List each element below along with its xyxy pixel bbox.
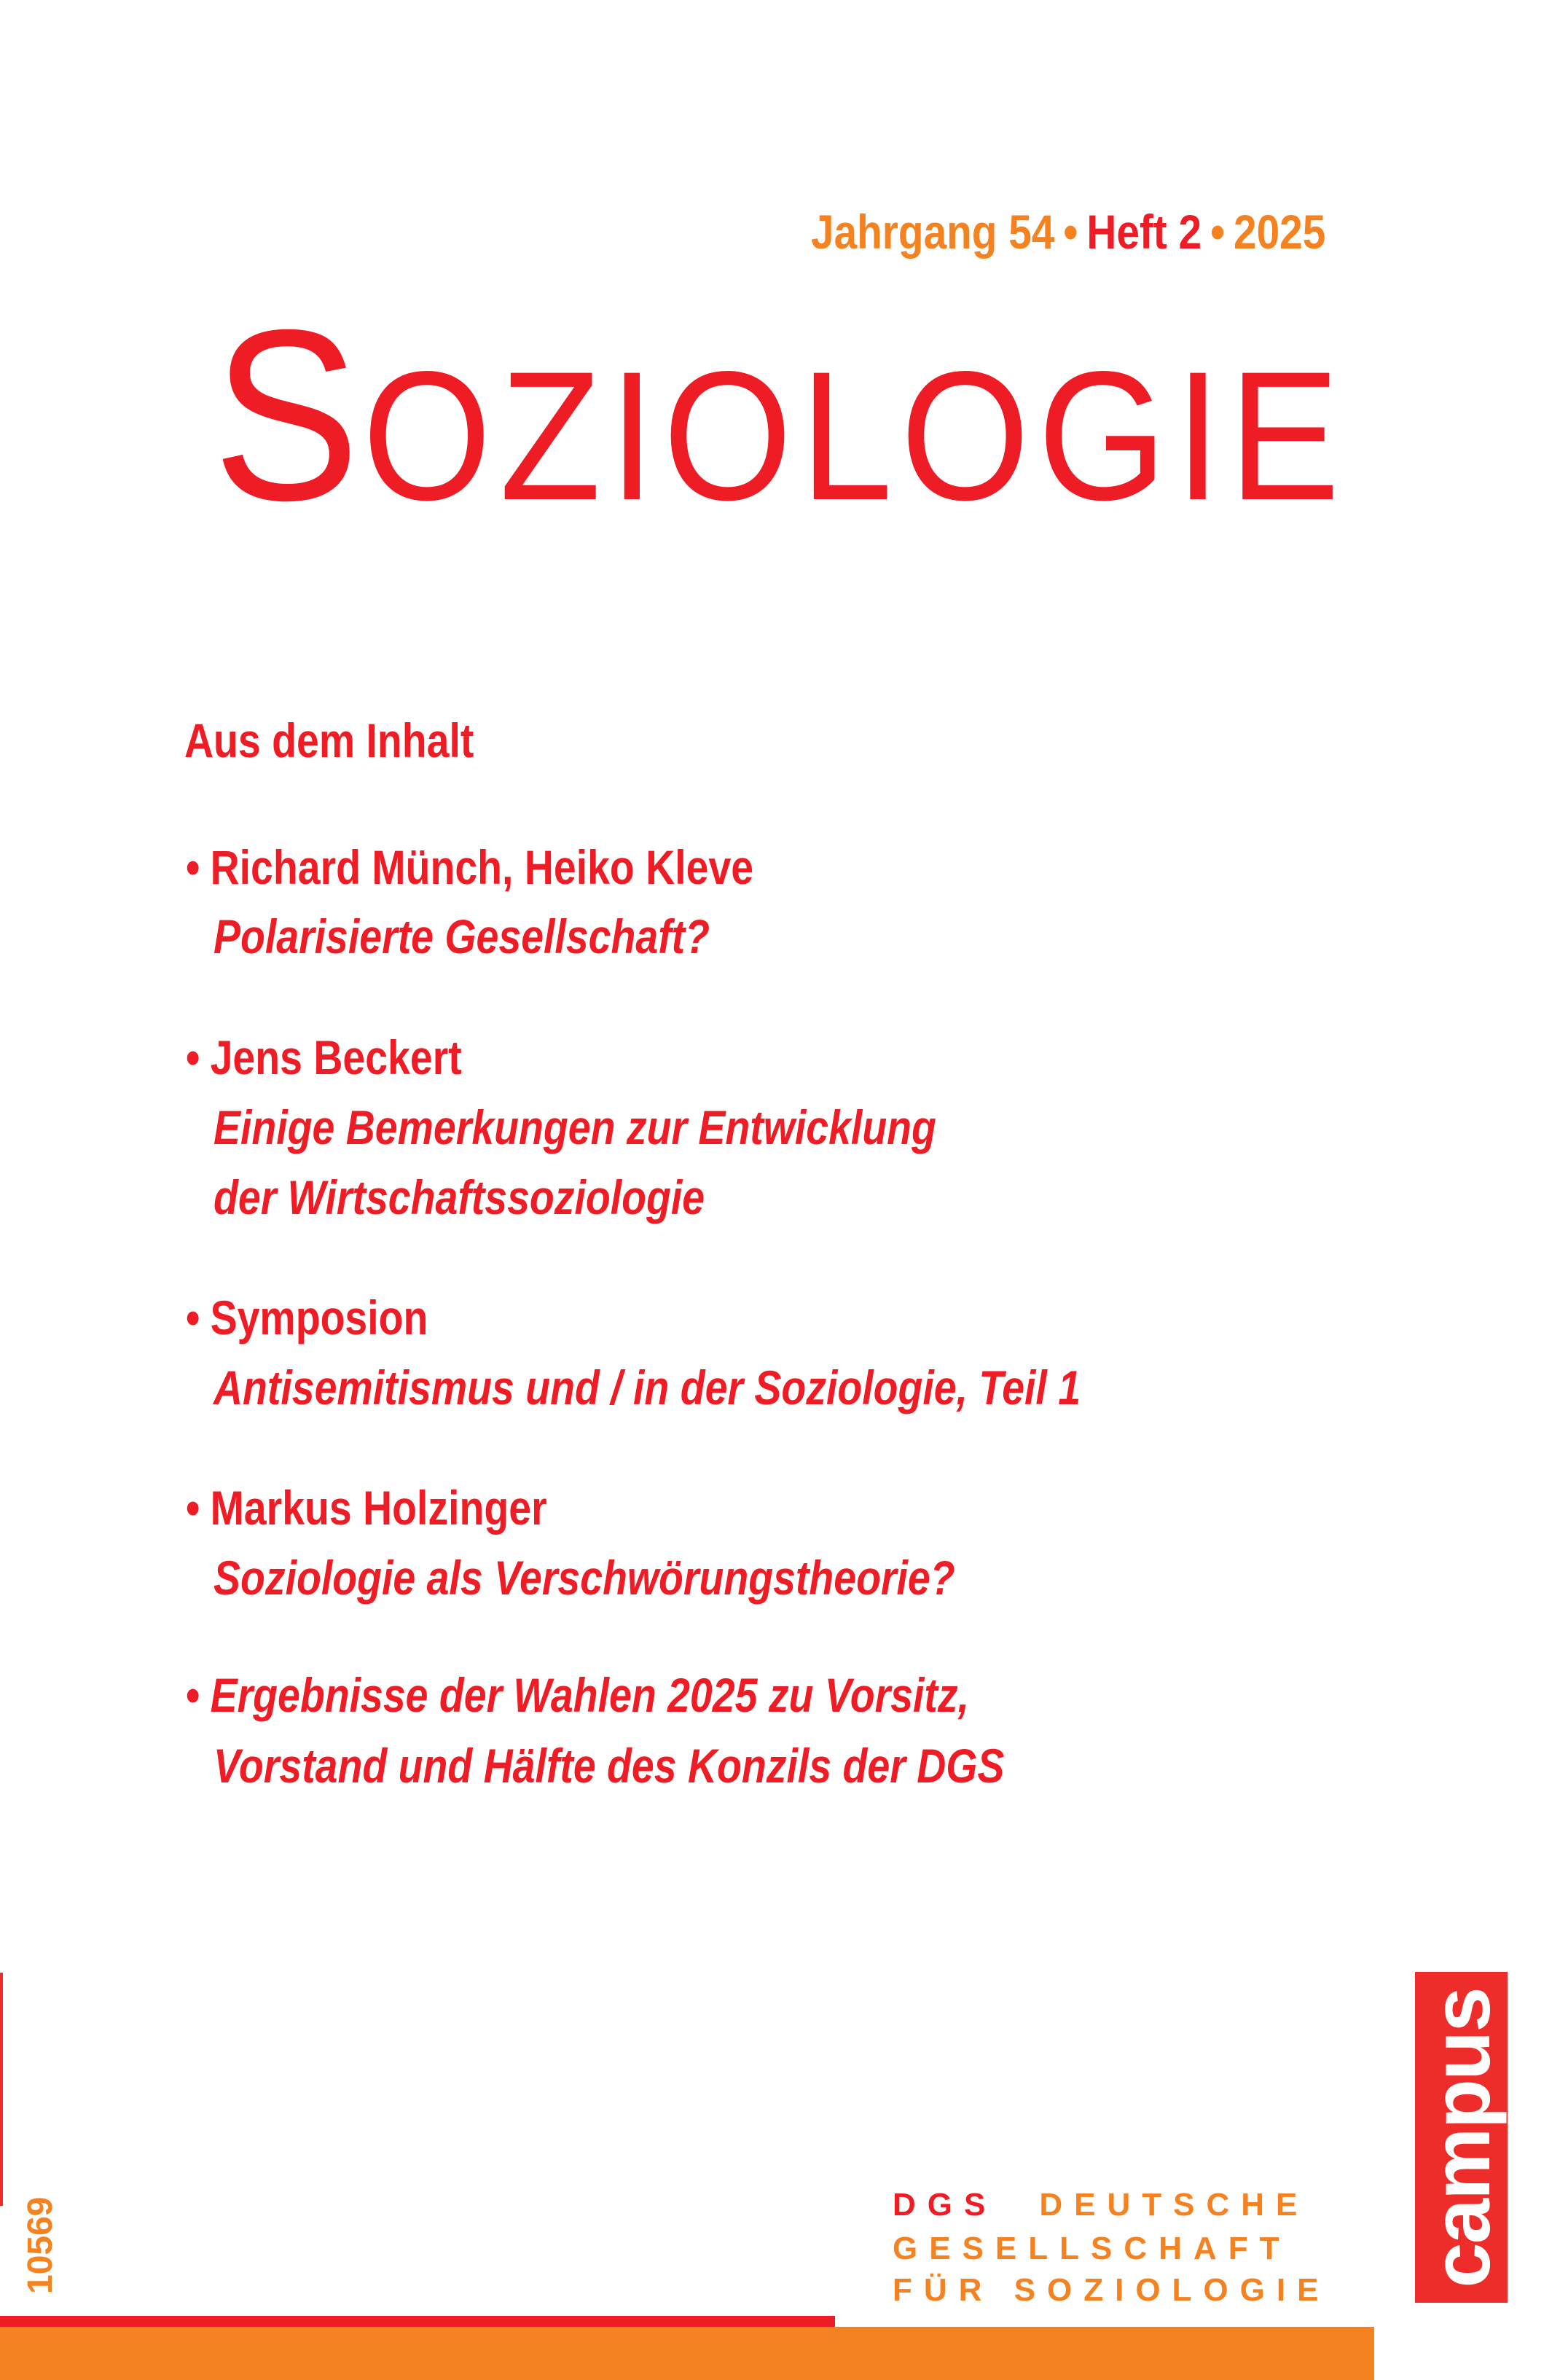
list-item-author: • Markus Holzinger [186, 1473, 547, 1543]
issue-line [811, 203, 1325, 261]
dgs-line-3: FÜR SOZIOLOGIE [893, 2272, 1330, 2308]
catalog-number: 10569 [21, 2196, 60, 2294]
campus-logo [1415, 1972, 1508, 2303]
bullet-icon: • [186, 840, 200, 894]
title-rest: OZIOLOGIE [362, 334, 1348, 539]
list-item-title: Einige Bemerkungen zur Entwicklung [213, 1100, 936, 1154]
list-item-title: Antisemitismus und / in der Soziologie, Teil 1 [213, 1361, 1081, 1414]
list-item-title: der Wirtschaftssoziologie [213, 1170, 705, 1224]
list-item-author: • Jens Beckert [186, 1022, 462, 1092]
campus-logo-text: campus [1416, 1988, 1507, 2288]
title-initial: S [213, 279, 363, 551]
year-label: 2025 [1234, 205, 1326, 259]
list-item-title: Polarisierte Gesellschaft? [213, 909, 710, 963]
bottom-orange-bar [0, 2327, 1374, 2380]
separator-dot: • [1210, 205, 1225, 259]
journal-title [213, 279, 1348, 551]
dgs-abbreviation: DGS [893, 2187, 997, 2223]
dgs-line-1: DGS DEUTSCHE [893, 2187, 1309, 2223]
bottom-red-bar [0, 2316, 835, 2327]
issue-label: Heft 2 [1086, 205, 1202, 259]
list-item-title: Vorstand und Hälfte des Konzils der DGS [213, 1739, 1005, 1793]
bullet-icon: • [186, 1291, 200, 1344]
list-item-author: • Richard Münch, Heiko Kleve [186, 832, 753, 902]
contents-heading: Aus dem Inhalt [184, 713, 474, 767]
separator-dot: • [1063, 205, 1078, 259]
list-item-title: Soziologie als Verschwörungstheorie? [213, 1551, 955, 1605]
list-item-author: • Symposion [186, 1283, 428, 1353]
dgs-line-2: GESELLSCHAFT [893, 2231, 1291, 2266]
bullet-icon: • [186, 1668, 200, 1722]
bullet-icon: • [186, 1481, 200, 1535]
list-item-title: • Ergebnisse der Wahlen 2025 zu Vorsitz, [186, 1660, 969, 1730]
volume-label: Jahrgang 54 [811, 205, 1055, 259]
left-vertical-rule [0, 1973, 3, 2206]
bullet-icon: • [186, 1030, 200, 1084]
